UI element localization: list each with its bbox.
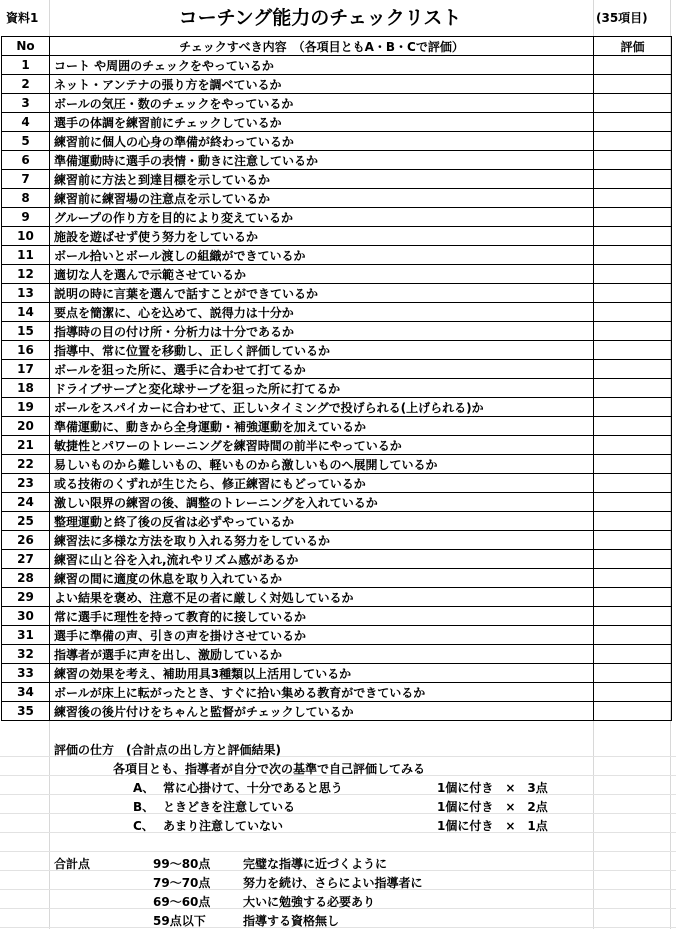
row-number: 10 bbox=[2, 227, 50, 246]
evaluation-cell[interactable] bbox=[594, 474, 672, 493]
evaluation-cell[interactable] bbox=[594, 56, 672, 75]
table-row bbox=[2, 531, 672, 550]
criteria-grade-b: B、 bbox=[133, 800, 155, 814]
result-range: 69～60点 bbox=[153, 895, 211, 909]
evaluation-cell[interactable] bbox=[594, 493, 672, 512]
table-row bbox=[2, 493, 672, 512]
check-item-cell[interactable]: ボール拾いとボール渡しの組織ができているか bbox=[50, 246, 594, 265]
row-number: 21 bbox=[2, 436, 50, 455]
evaluation-cell[interactable] bbox=[594, 626, 672, 645]
criteria-points-b: 1個に付き × 2点 bbox=[437, 800, 548, 814]
table-header-row bbox=[2, 37, 672, 56]
evaluation-cell[interactable] bbox=[594, 360, 672, 379]
check-item-cell[interactable]: 施設を遊ばせず使う努力をしているか bbox=[50, 227, 594, 246]
check-item-cell[interactable]: 準備運動時に選手の表情・動きに注意しているか bbox=[50, 151, 594, 170]
row-number: 13 bbox=[2, 284, 50, 303]
table-row bbox=[2, 702, 672, 721]
table-row bbox=[2, 246, 672, 265]
item-count-label: (35項目) bbox=[596, 11, 648, 25]
evaluation-cell[interactable] bbox=[594, 132, 672, 151]
evaluation-cell[interactable] bbox=[594, 265, 672, 284]
table-row bbox=[2, 398, 672, 417]
checklist-body bbox=[2, 56, 672, 721]
page-title: コーチング能力のチェックリスト bbox=[178, 7, 462, 29]
check-item-cell[interactable]: 激しい限界の練習の後、調整のトレーニングを入れているか bbox=[50, 493, 594, 512]
table-row bbox=[2, 113, 672, 132]
row-number: 16 bbox=[2, 341, 50, 360]
evaluation-cell[interactable] bbox=[594, 645, 672, 664]
check-item-cell[interactable]: 準備運動に、動きから全身運動・補強運動を加えているか bbox=[50, 417, 594, 436]
evaluation-cell[interactable] bbox=[594, 322, 672, 341]
table-row bbox=[2, 588, 672, 607]
check-item-cell[interactable]: 指導中、常に位置を移動し、正しく評価しているか bbox=[50, 341, 594, 360]
evaluation-cell[interactable] bbox=[594, 436, 672, 455]
check-item-cell[interactable]: 易しいものから難しいもの、軽いものから激しいものへ展開しているか bbox=[50, 455, 594, 474]
row-number: 31 bbox=[2, 626, 50, 645]
result-text: 完璧な指導に近づくように bbox=[243, 857, 388, 871]
result-text: 指導する資格無し bbox=[243, 914, 340, 928]
row-number: 3 bbox=[2, 94, 50, 113]
evaluation-cell[interactable] bbox=[594, 569, 672, 588]
evaluation-cell[interactable] bbox=[594, 189, 672, 208]
evaluation-cell[interactable] bbox=[594, 151, 672, 170]
table-row bbox=[2, 512, 672, 531]
table-row bbox=[2, 75, 672, 94]
row-number: 17 bbox=[2, 360, 50, 379]
criteria-grade-a: A、 bbox=[133, 781, 155, 795]
sheet-header bbox=[0, 0, 676, 36]
table-row bbox=[2, 360, 672, 379]
evaluation-cell[interactable] bbox=[594, 379, 672, 398]
evaluation-method-section bbox=[0, 738, 676, 928]
row-number: 11 bbox=[2, 246, 50, 265]
check-item-cell[interactable]: 練習の効果を考え、補助用具3種類以上活用しているか bbox=[50, 664, 594, 683]
row-number: 25 bbox=[2, 512, 50, 531]
evaluation-cell[interactable] bbox=[594, 75, 672, 94]
table-row bbox=[2, 265, 672, 284]
check-item-cell[interactable]: 適切な人を選んで示範させているか bbox=[50, 265, 594, 284]
check-item-cell[interactable]: 練習後の後片付けをちゃんと監督がチェックしているか bbox=[50, 702, 594, 721]
row-number: 2 bbox=[2, 75, 50, 94]
criteria-points-c: 1個に付き × 1点 bbox=[437, 819, 548, 833]
check-item-cell[interactable]: よい結果を褒め、注意不足の者に厳しく対処しているか bbox=[50, 588, 594, 607]
criteria-desc-b: ときどきを注意している bbox=[163, 800, 296, 814]
table-row bbox=[2, 626, 672, 645]
table-row bbox=[2, 341, 672, 360]
row-number: 29 bbox=[2, 588, 50, 607]
table-row bbox=[2, 227, 672, 246]
row-number: 5 bbox=[2, 132, 50, 151]
check-item-cell[interactable]: ドライブサーブと変化球サーブを狙った所に打てるか bbox=[50, 379, 594, 398]
evaluation-cell[interactable] bbox=[594, 588, 672, 607]
check-item-cell[interactable]: 選手の体調を練習前にチェックしているか bbox=[50, 113, 594, 132]
table-row bbox=[2, 550, 672, 569]
row-number: 19 bbox=[2, 398, 50, 417]
table-row bbox=[2, 208, 672, 227]
table-row bbox=[2, 645, 672, 664]
row-number: 6 bbox=[2, 151, 50, 170]
check-item-cell[interactable]: ネット・アンテナの張り方を調べているか bbox=[50, 75, 594, 94]
check-item-cell[interactable]: 敏捷性とパワーのトレーニングを練習時間の前半にやっているか bbox=[50, 436, 594, 455]
row-number: 26 bbox=[2, 531, 50, 550]
evaluation-cell[interactable] bbox=[594, 702, 672, 721]
row-number: 8 bbox=[2, 189, 50, 208]
row-number: 28 bbox=[2, 569, 50, 588]
table-row bbox=[2, 664, 672, 683]
table-row bbox=[2, 569, 672, 588]
table-row bbox=[2, 607, 672, 626]
row-number: 18 bbox=[2, 379, 50, 398]
check-item-cell[interactable]: 説明の時に言葉を選んで話すことができているか bbox=[50, 284, 594, 303]
table-row bbox=[2, 303, 672, 322]
check-item-cell[interactable]: 指導時の目の付け所・分析力は十分であるか bbox=[50, 322, 594, 341]
table-row bbox=[2, 284, 672, 303]
evaluation-cell[interactable] bbox=[594, 607, 672, 626]
table-row bbox=[2, 189, 672, 208]
evaluation-cell[interactable] bbox=[594, 531, 672, 550]
column-header-evaluation: 評価 bbox=[594, 37, 672, 56]
evaluation-cell[interactable] bbox=[594, 512, 672, 531]
row-number: 22 bbox=[2, 455, 50, 474]
check-item-cell[interactable]: 練習前に個人の心身の準備が終わっているか bbox=[50, 132, 594, 151]
table-row bbox=[2, 379, 672, 398]
row-number: 20 bbox=[2, 417, 50, 436]
result-text: 努力を続け、さらによい指導者に bbox=[243, 876, 423, 890]
row-number: 23 bbox=[2, 474, 50, 493]
check-item-cell[interactable]: 整理運動と終了後の反省は必ずやっているか bbox=[50, 512, 594, 531]
evaluation-cell[interactable] bbox=[594, 550, 672, 569]
check-item-cell[interactable]: 或る技術のくずれが生じたら、修正練習にもどっているか bbox=[50, 474, 594, 493]
criteria-desc-c: あまり注意していない bbox=[163, 819, 284, 833]
table-row bbox=[2, 56, 672, 75]
check-item-cell[interactable]: グループの作り方を目的により変えているか bbox=[50, 208, 594, 227]
result-range: 79～70点 bbox=[153, 876, 211, 890]
check-item-cell[interactable]: 要点を簡潔に、心を込めて、説得力は十分か bbox=[50, 303, 594, 322]
evaluation-cell[interactable] bbox=[594, 455, 672, 474]
evaluation-cell[interactable] bbox=[594, 94, 672, 113]
row-number: 34 bbox=[2, 683, 50, 702]
row-number: 4 bbox=[2, 113, 50, 132]
row-number: 12 bbox=[2, 265, 50, 284]
check-item-cell[interactable]: ボールをスパイカーに合わせて、正しいタイミングで投げられる(上げられる)か bbox=[50, 398, 594, 417]
check-item-cell[interactable]: ボールの気圧・数のチェックをやっているか bbox=[50, 94, 594, 113]
criteria-grade-c: C、 bbox=[133, 819, 154, 833]
table-row bbox=[2, 474, 672, 493]
table-row bbox=[2, 417, 672, 436]
result-range: 99～80点 bbox=[153, 857, 211, 871]
evaluation-cell[interactable] bbox=[594, 284, 672, 303]
criteria-desc-a: 常に心掛けて、十分であると思う bbox=[163, 781, 343, 795]
table-row bbox=[2, 151, 672, 170]
evaluation-cell[interactable] bbox=[594, 113, 672, 132]
evaluation-cell[interactable] bbox=[594, 398, 672, 417]
column-header-no: No bbox=[2, 37, 50, 56]
evaluation-cell[interactable] bbox=[594, 341, 672, 360]
check-item-cell[interactable]: 常に選手に理性を持って教育的に接しているか bbox=[50, 607, 594, 626]
check-item-cell[interactable]: 練習前に練習場の注意点を示しているか bbox=[50, 189, 594, 208]
check-item-cell[interactable]: コート や周囲のチェックをやっているか bbox=[50, 56, 594, 75]
document-label: 資料1 bbox=[6, 11, 39, 25]
result-range: 59点以下 bbox=[153, 914, 206, 928]
evaluation-cell[interactable] bbox=[594, 303, 672, 322]
evaluation-cell[interactable] bbox=[594, 664, 672, 683]
result-text: 大いに勉強する必要あり bbox=[243, 895, 376, 909]
evaluation-cell[interactable] bbox=[594, 170, 672, 189]
evaluation-heading: 評価の仕方 (合計点の出し方と評価結果) bbox=[54, 743, 281, 757]
row-number: 33 bbox=[2, 664, 50, 683]
table-row bbox=[2, 683, 672, 702]
table-row bbox=[2, 132, 672, 151]
table-row bbox=[2, 455, 672, 474]
criteria-points-a: 1個に付き × 3点 bbox=[437, 781, 548, 795]
check-item-cell[interactable]: 指導者が選手に声を出し、激励しているか bbox=[50, 645, 594, 664]
check-item-cell[interactable]: 練習法に多様な方法を取り入れる努力をしているか bbox=[50, 531, 594, 550]
column-header-item: チェックすべき内容 （各項目ともA・B・Cで評価） bbox=[50, 37, 594, 56]
check-item-cell[interactable]: 練習前に方法と到達目標を示しているか bbox=[50, 170, 594, 189]
row-number: 24 bbox=[2, 493, 50, 512]
table-row bbox=[2, 94, 672, 113]
check-item-cell[interactable]: ボールを狙った所に、選手に合わせて打てるか bbox=[50, 360, 594, 379]
check-item-cell[interactable]: 練習に山と谷を入れ,流れやリズム感があるか bbox=[50, 550, 594, 569]
evaluation-intro: 各項目とも、指導者が自分で次の基準で自己評価してみる bbox=[113, 762, 426, 776]
evaluation-cell[interactable] bbox=[594, 208, 672, 227]
table-row bbox=[2, 170, 672, 189]
evaluation-cell[interactable] bbox=[594, 683, 672, 702]
check-item-cell[interactable]: 選手に準備の声、引きの声を掛けさせているか bbox=[50, 626, 594, 645]
table-row bbox=[2, 322, 672, 341]
evaluation-cell[interactable] bbox=[594, 417, 672, 436]
checklist-table bbox=[1, 36, 672, 721]
row-number: 35 bbox=[2, 702, 50, 721]
row-number: 7 bbox=[2, 170, 50, 189]
check-item-cell[interactable]: 練習の間に適度の休息を取り入れているか bbox=[50, 569, 594, 588]
row-number: 30 bbox=[2, 607, 50, 626]
row-number: 27 bbox=[2, 550, 50, 569]
table-row bbox=[2, 436, 672, 455]
row-number: 1 bbox=[2, 56, 50, 75]
row-number: 14 bbox=[2, 303, 50, 322]
check-item-cell[interactable]: ボールが床上に転がったとき、すぐに拾い集める教育ができているか bbox=[50, 683, 594, 702]
row-number: 9 bbox=[2, 208, 50, 227]
row-number: 15 bbox=[2, 322, 50, 341]
row-number: 32 bbox=[2, 645, 50, 664]
total-score-label: 合計点 bbox=[54, 857, 91, 871]
evaluation-cell[interactable] bbox=[594, 246, 672, 265]
evaluation-cell[interactable] bbox=[594, 227, 672, 246]
